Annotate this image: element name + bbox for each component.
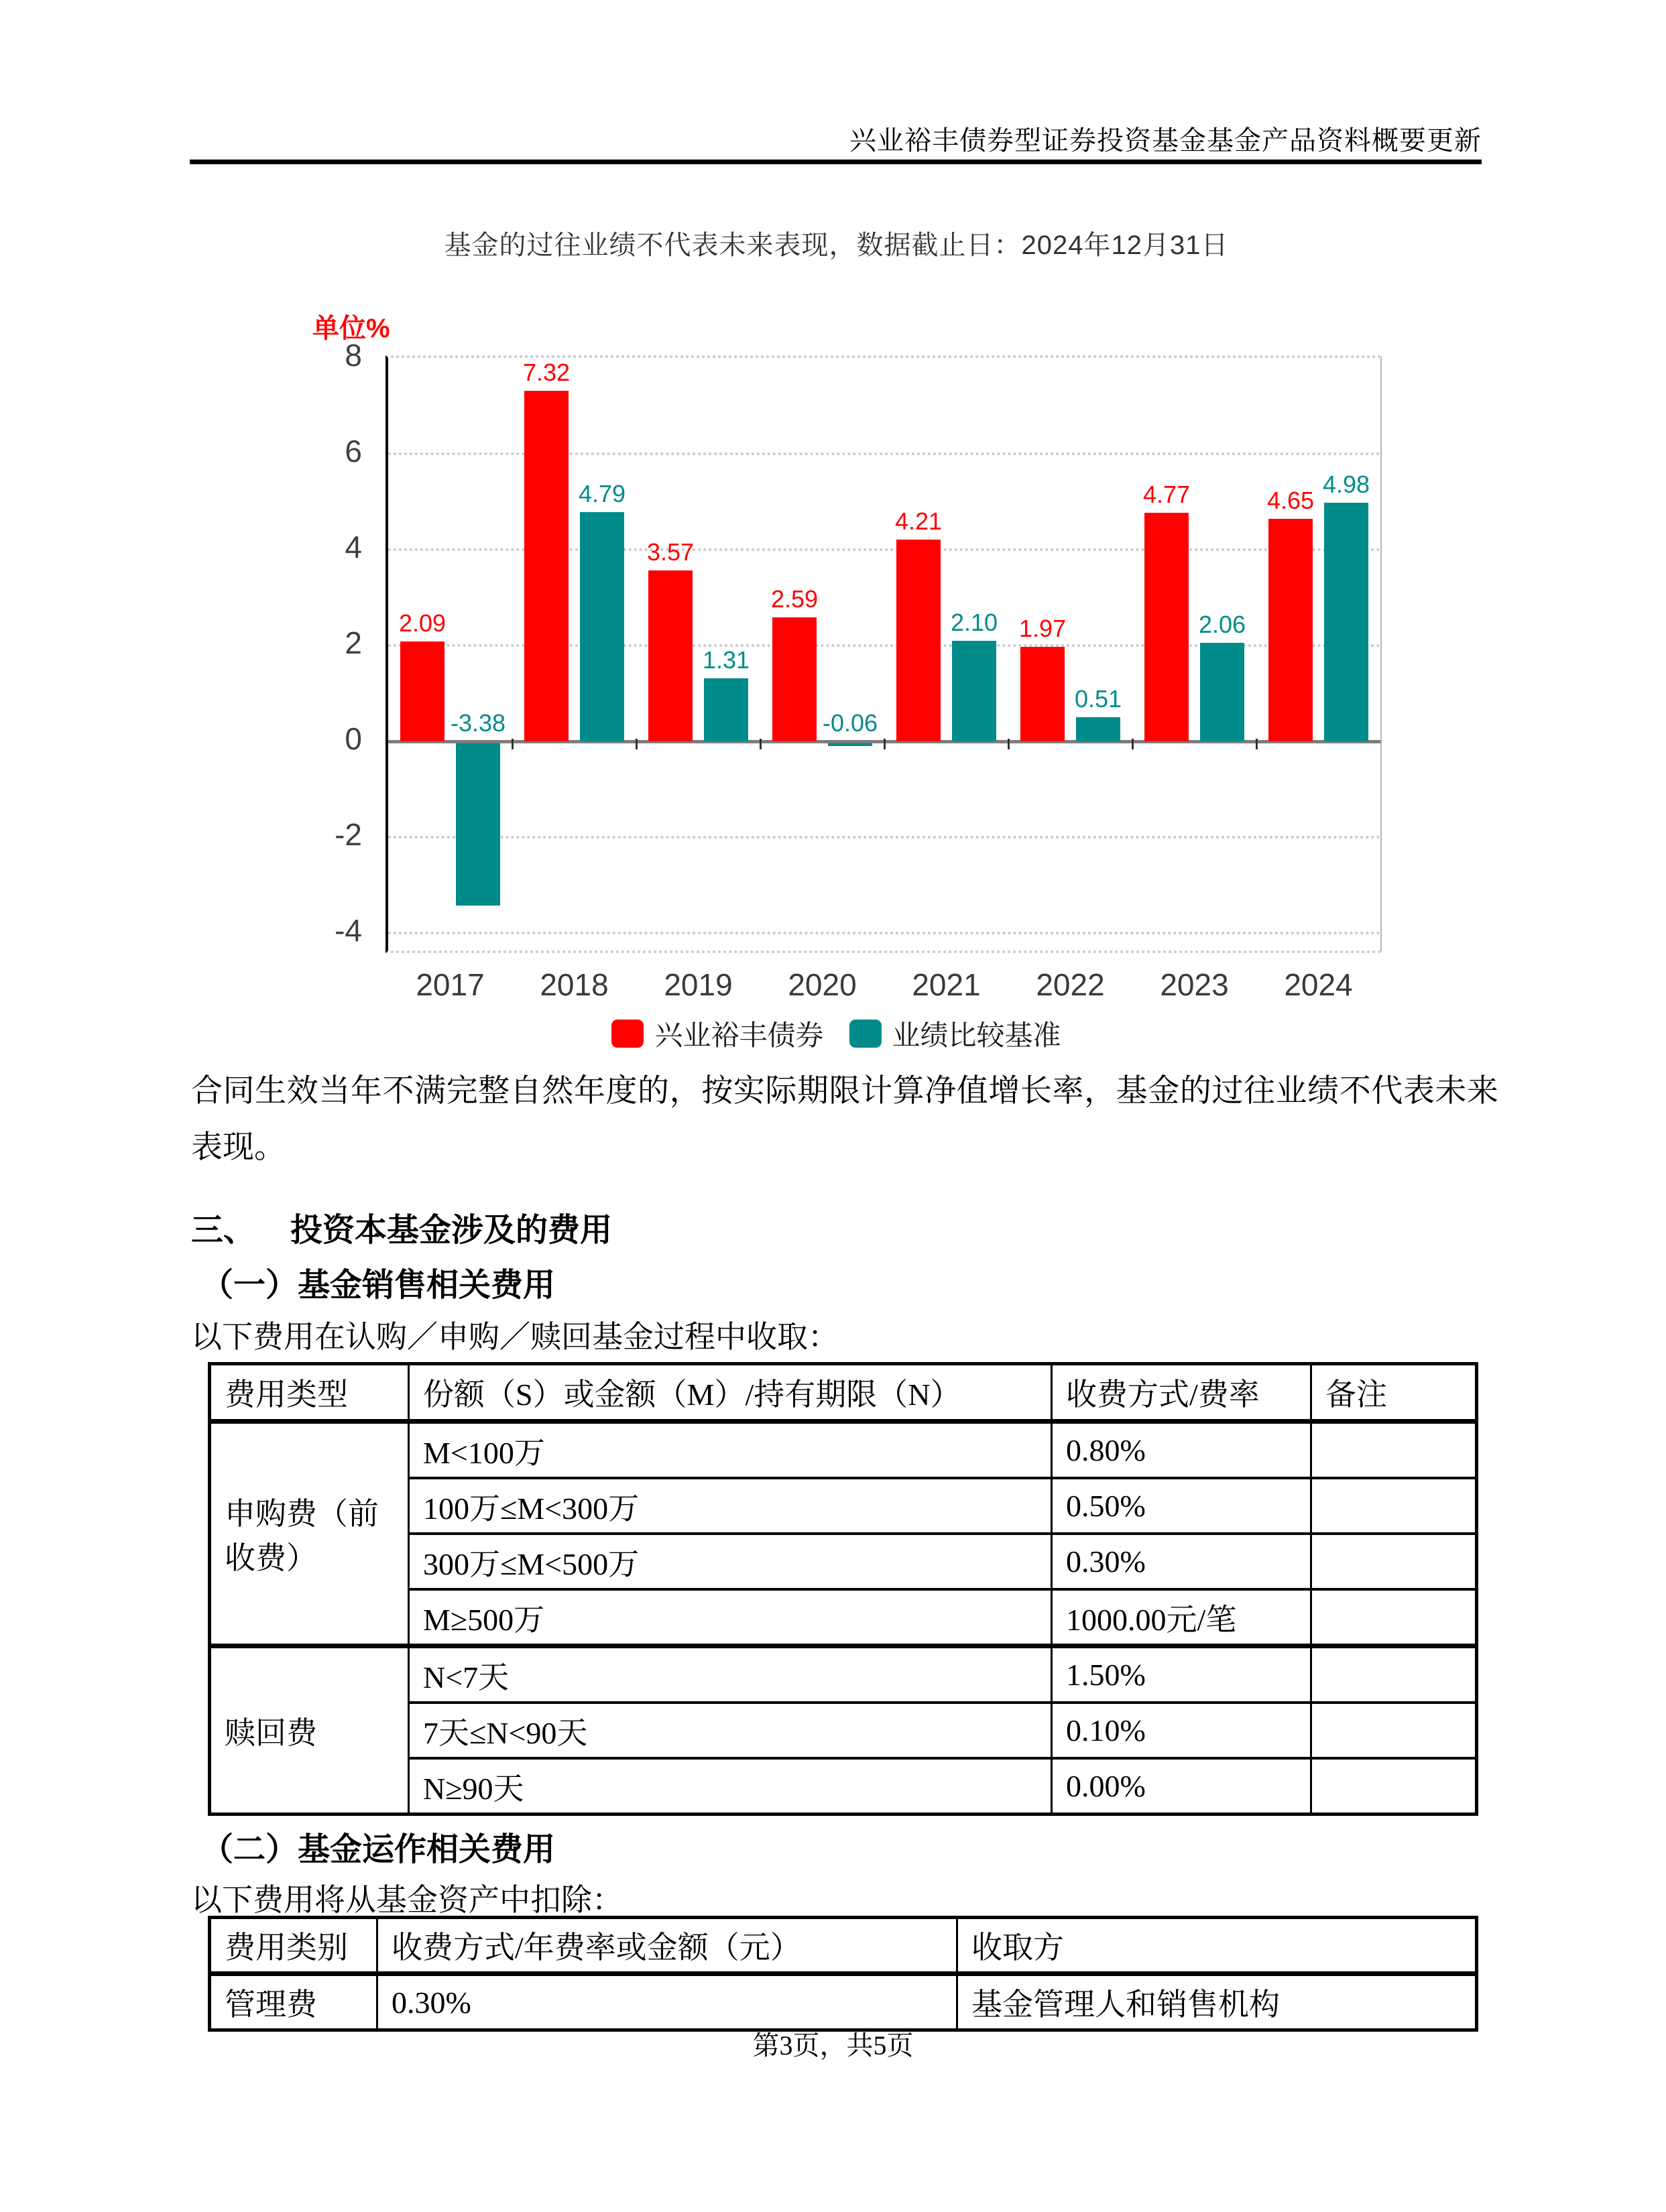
subsection-1-heading: （一）基金销售相关费用 <box>201 1268 556 1303</box>
y-axis-label--2: -2 <box>335 817 362 852</box>
note-cell <box>1311 1758 1477 1815</box>
gridline--2 <box>388 836 1380 839</box>
note-cell <box>1311 1422 1477 1479</box>
fee-type-cell: 申购费（前收费） <box>210 1422 409 1646</box>
note-cell <box>1311 1589 1477 1646</box>
collector-cell: 基金管理人和销售机构 <box>957 1974 1477 2030</box>
zero-axis-tick <box>512 739 514 749</box>
bar-value-label: 2.59 <box>770 585 819 613</box>
column-header: 备注 <box>1311 1364 1477 1422</box>
column-header: 收取方 <box>957 1918 1477 1974</box>
bar-业绩比较基准-2020 <box>828 743 872 746</box>
bar-业绩比较基准-2017 <box>456 743 500 906</box>
operation-fee-table-header <box>210 1918 1477 1974</box>
bar-value-label: 4.77 <box>1142 480 1191 508</box>
y-axis-label-0: 0 <box>345 721 362 756</box>
sales-fee-intro: 以下费用在认购／申购／赎回基金过程中收取： <box>191 1320 839 1354</box>
y-axis-label-4: 4 <box>345 530 362 564</box>
legend-item-业绩比较基准 <box>849 1013 1061 1054</box>
bar-value-label: -3.38 <box>450 709 506 737</box>
bar-value-label: 1.97 <box>1018 615 1067 643</box>
legend-label: 兴业裕丰债券 <box>654 1020 824 1051</box>
section-title: 投资本基金涉及的费用 <box>290 1213 613 1248</box>
bar-value-label: -0.06 <box>822 709 878 737</box>
range-cell: N≥90天 <box>409 1758 1052 1815</box>
chart-legend <box>191 1013 1482 1054</box>
chart-unit-label: 单位% <box>312 314 390 343</box>
bar-value-label: 2.10 <box>950 608 998 636</box>
range-cell: 100万≤M<300万 <box>409 1478 1052 1534</box>
bar-业绩比较基准-2024 <box>1324 503 1368 741</box>
note-cell <box>1311 1534 1477 1589</box>
rate-cell: 0.30% <box>377 1974 957 2030</box>
fee-table-row <box>210 1422 1477 1479</box>
column-header: 份额（S）或金额（M）/持有期限（N） <box>409 1364 1052 1422</box>
rate-cell: 0.00% <box>1052 1758 1311 1815</box>
operation-fee-intro: 以下费用将从基金资产中扣除： <box>191 1883 623 1917</box>
zero-axis-tick <box>636 739 638 749</box>
y-axis-label-2: 2 <box>345 625 362 660</box>
bar-value-label: 1.31 <box>702 646 750 674</box>
rate-cell: 1000.00元/笔 <box>1052 1589 1311 1646</box>
bar-业绩比较基准-2022 <box>1076 717 1120 741</box>
x-axis-label-2021: 2021 <box>912 967 981 1002</box>
fee-type-cell: 赎回费 <box>210 1646 409 1815</box>
note-cell <box>1311 1703 1477 1758</box>
x-axis-label-2023: 2023 <box>1160 967 1229 1002</box>
section-heading <box>191 1204 612 1250</box>
range-cell: N<7天 <box>409 1646 1052 1703</box>
note-cell <box>1311 1646 1477 1703</box>
header-divider <box>190 160 1482 164</box>
legend-swatch <box>849 1020 882 1048</box>
rate-cell: 0.10% <box>1052 1703 1311 1758</box>
bar-兴业裕丰债券-2018 <box>524 391 569 741</box>
section-number: 三、 <box>191 1213 256 1248</box>
rate-cell: 0.30% <box>1052 1534 1311 1589</box>
rate-cell: 1.50% <box>1052 1646 1311 1703</box>
range-cell: 300万≤M<500万 <box>409 1534 1052 1589</box>
legend-item-兴业裕丰债券 <box>611 1013 823 1054</box>
bar-value-label: 4.65 <box>1266 486 1315 514</box>
subsection-2-heading: （二）基金运作相关费用 <box>201 1832 556 1867</box>
bar-value-label: 0.51 <box>1074 684 1122 713</box>
bar-value-label: 4.21 <box>894 507 943 535</box>
x-axis-label-2020: 2020 <box>788 967 857 1002</box>
bar-业绩比较基准-2021 <box>952 641 996 741</box>
bar-兴业裕丰债券-2024 <box>1268 519 1313 741</box>
bar-value-label: 2.06 <box>1198 610 1246 638</box>
x-axis-label-2022: 2022 <box>1036 967 1105 1002</box>
y-axis-label--4: -4 <box>335 913 362 948</box>
bar-业绩比较基准-2023 <box>1200 643 1244 741</box>
gridline--4 <box>388 932 1380 934</box>
zero-axis-tick <box>760 739 762 749</box>
performance-note: 合同生效当年不满完整自然年度的，按实际期限计算净值增长率，基金的过往业绩不代表未来表现。 <box>191 1074 1498 1165</box>
operation-fee-row <box>210 1974 1477 2030</box>
column-header: 收费方式/费率 <box>1052 1364 1311 1422</box>
bar-业绩比较基准-2019 <box>704 678 748 741</box>
range-cell: 7天≤N<90天 <box>409 1703 1052 1758</box>
bar-value-label: 2.09 <box>398 609 447 637</box>
bar-value-label: 3.57 <box>646 538 695 566</box>
y-axis-label-6: 6 <box>345 434 362 469</box>
type-cell: 管理费 <box>210 1974 377 2030</box>
bar-兴业裕丰债券-2021 <box>896 540 941 741</box>
operation-fee-table-body <box>210 1974 1477 2030</box>
x-axis-label-2024: 2024 <box>1284 967 1353 1002</box>
note-cell <box>1311 1478 1477 1534</box>
bar-chart-plot <box>385 355 1382 1002</box>
y-axis-label-8: 8 <box>345 338 362 373</box>
bar-value-label: 7.32 <box>522 358 571 386</box>
range-cell: M≥500万 <box>409 1589 1052 1646</box>
sales-fee-table-body <box>210 1422 1477 1815</box>
x-axis-label-2017: 2017 <box>416 967 485 1002</box>
fee-table-row <box>210 1646 1477 1703</box>
zero-axis-tick <box>1256 739 1258 749</box>
sales-fee-table <box>208 1362 1478 1816</box>
zero-axis-tick <box>884 739 886 749</box>
rate-cell: 0.80% <box>1052 1422 1311 1479</box>
column-header: 费用类别 <box>210 1918 377 1974</box>
rate-cell: 0.50% <box>1052 1478 1311 1534</box>
zero-axis-tick <box>1132 739 1134 749</box>
column-header: 收费方式/年费率或金额（元） <box>377 1918 957 1974</box>
chart-y-axis-labels <box>261 338 369 948</box>
zero-axis-tick <box>1008 739 1010 749</box>
range-cell: M<100万 <box>409 1422 1052 1479</box>
x-axis-label-2019: 2019 <box>664 967 733 1002</box>
page-header-title: 兴业裕丰债券型证券投资基金基金产品资料概要更新 <box>849 125 1482 156</box>
legend-label: 业绩比较基准 <box>892 1020 1061 1051</box>
operation-fee-table <box>208 1916 1478 2032</box>
bar-value-label: 4.98 <box>1322 470 1370 498</box>
chart-title: 基金的过往业绩不代表未来表现，数据截止日：2024年12月31日 <box>444 231 1229 260</box>
sales-fee-table-header <box>210 1364 1477 1422</box>
page-number: 第3页，共5页 <box>752 2030 914 2061</box>
column-header: 费用类型 <box>210 1364 409 1422</box>
legend-swatch <box>611 1020 644 1048</box>
x-axis-label-2018: 2018 <box>540 967 609 1002</box>
bar-value-label: 4.79 <box>578 479 626 507</box>
